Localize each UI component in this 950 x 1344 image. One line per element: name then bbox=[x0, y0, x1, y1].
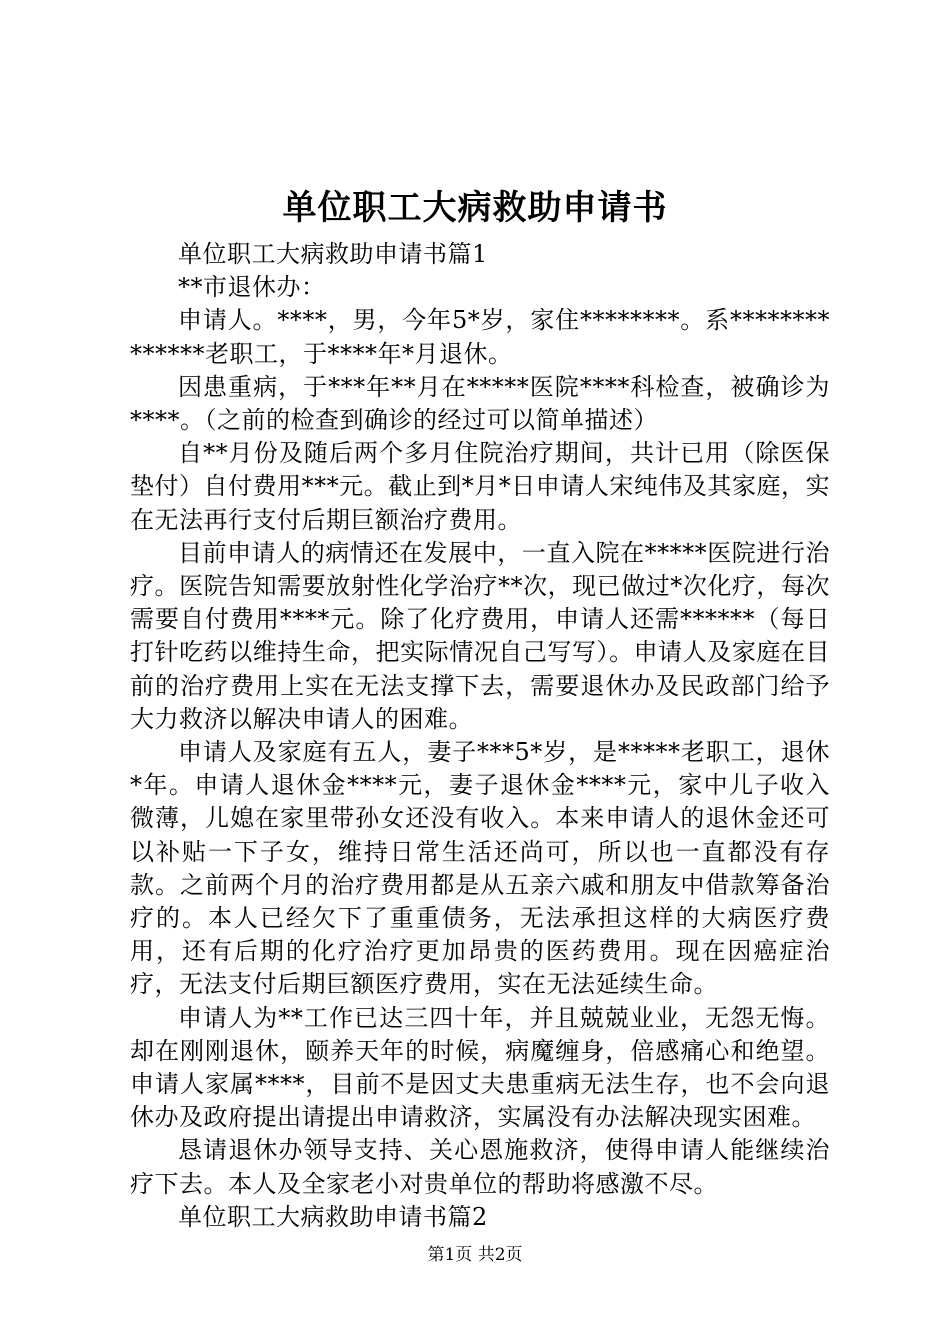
section-heading-1: 单位职工大病救助申请书篇1 bbox=[178, 240, 488, 268]
paragraph-family: 申请人及家庭有五人，妻子***5*岁，是*****老职工，退休*年。申请人退休金****元，妻子退休金****元，家中儿子收入微薄，儿媳在家里带孙女还没有收入。本来申请人的退休金还可以补贴一下子女，维持日常生活还尚可，所以也一直都没有存款。之前两个月的治疗费用都是从五亲六戚和朋友中借款筹备治疗的。本人已经欠下了重重债务，无法承担这样的大病医疗费用，还有后期的化疗治疗更加昂贵的医药费用。现在因癌症治疗，无法支付后期巨额医疗费用，实在无法延续生命。 bbox=[130, 738, 830, 999]
paragraph-applicant: 申请人。****，男，今年5*岁，家住********。系**************老职工，于****年*月退休。 bbox=[130, 306, 830, 368]
page-number: 第1页 共2页 bbox=[427, 1245, 523, 1265]
paragraph-diagnosis: 因患重病，于***年**月在*****医院****科检查，被确诊为****。（之前的检查到确诊的经过可以简单描述） bbox=[130, 372, 830, 435]
paragraph-service: 申请人为**工作已达三四十年，并且兢兢业业，无怨无悔。却在刚刚退休，颐养天年的时候，病魔缠身，倍感痛心和绝望。申请人家属****，目前不是因丈夫患重病无法生存，也不会向退休办及政府提出请提出申请救济，实属没有办法解决现实困难。 bbox=[130, 1003, 830, 1132]
salutation: **市退休办： bbox=[178, 273, 326, 302]
paragraph-expenses: 自**月份及随后两个多月住院治疗期间，共计已用（除医保垫付）自付费用***元。截止到*月*日申请人宋纯伟及其家庭，实在无法再行支付后期巨额治疗费用。 bbox=[130, 439, 830, 534]
section-heading-2: 单位职工大病救助申请书篇2 bbox=[178, 1202, 488, 1231]
paragraph-request: 恳请退休办领导支持、关心恩施救济，使得申请人能继续治疗下去。本人及全家老小对贵单位的帮助将感激不尽。 bbox=[130, 1136, 830, 1198]
document-body bbox=[130, 238, 830, 1234]
document-title: 单位职工大病救助申请书 bbox=[282, 188, 668, 228]
paragraph-treatment: 目前申请人的病情还在发展中，一直入院在*****医院进行治疗。医院告知需要放射性化学治疗**次，现已做过*次化疗，每次需要自付费用****元。除了化疗费用，申请人还需******（每日打针吃药以维持生命，把实际情况自己写写）。申请人及家庭在目前的治疗费用上实在无法支撑下去，需要退休办及民政部门给予大力救济以解决申请人的困难。 bbox=[130, 538, 830, 733]
